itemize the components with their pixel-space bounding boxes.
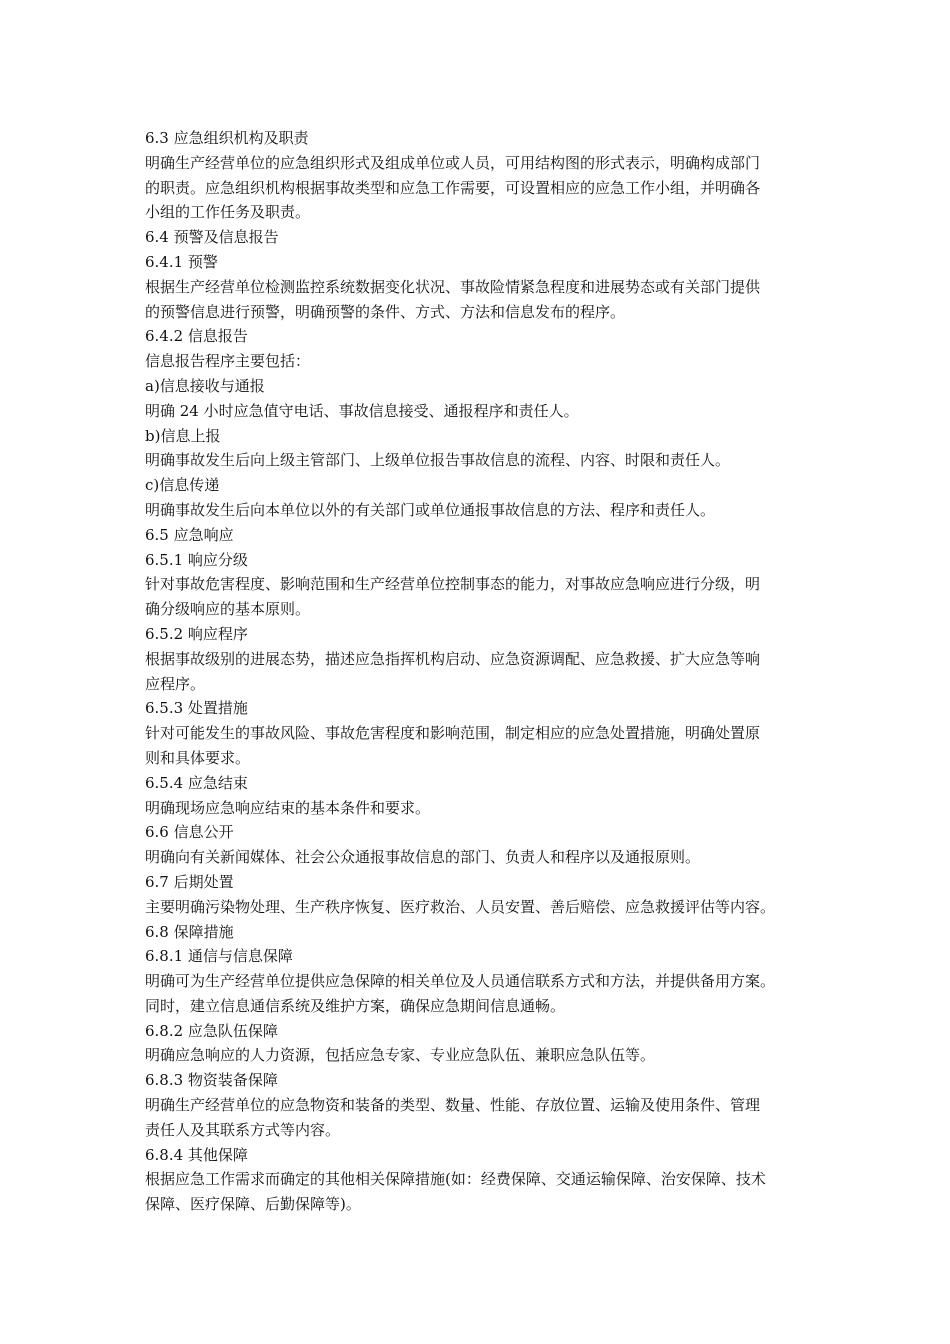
text-line: 6.6 信息公开 [145,823,234,842]
text-line: 6.5 应急响应 [145,525,234,544]
text-line: b)信息上报 [145,426,221,445]
text-line: 明确应急响应的人力资源，包括应急专家、专业应急队伍、兼职应急队伍等。 [145,1046,656,1065]
text-line: 明确事故发生后向上级主管部门、上级单位报告事故信息的流程、内容、时限和责任人。 [145,451,731,470]
text-line: 同时，建立信息通信系统及维护方案，确保应急期间信息通畅。 [145,996,566,1015]
text-line: 明确现场应急响应结束的基本条件和要求。 [145,798,431,817]
text-line: 主要明确污染物处理、生产秩序恢复、医疗救治、人员安置、善后赔偿、应急救援评估等内容。 [145,897,776,916]
text-line: 6.3 应急组织机构及职责 [145,129,309,147]
text-line: 6.4.2 信息报告 [145,327,248,346]
text-line: 信息报告程序主要包括： [145,352,311,371]
text-line: 6.5.4 应急结束 [145,773,248,792]
text-line: 根据生产经营单位检测监控系统数据变化状况、事故险情紧急程度和进展势态或有关部门提供 [145,277,761,296]
text-line: 针对可能发生的事故风险、事故危害程度和影响范围，制定相应的应急处置措施，明确处置原 [145,724,761,743]
text-line: 责任人及其联系方式等内容。 [145,1120,341,1139]
text-line: 应程序。 [145,674,206,693]
text-line: 6.8.4 其他保障 [145,1145,248,1164]
text-line: 明确生产经营单位的应急组织形式及组成单位或人员，可用结构图的形式表示，明确构成部门 [145,153,761,172]
text-line: 则和具体要求。 [145,748,251,767]
text-line: 明确事故发生后向本单位以外的有关部门或单位通报事故信息的方法、程序和责任人。 [145,500,716,519]
text-line: 6.8.2 应急队伍保障 [145,1021,278,1040]
text-line: 的预警信息进行预警，明确预警的条件、方式、方法和信息发布的程序。 [145,302,626,321]
text-line: 6.5.3 处置措施 [145,699,248,718]
text-line: c)信息传递 [145,476,220,495]
text-line: 根据事故级别的进展态势，描述应急指挥机构启动、应急资源调配、应急救援、扩大应急等响 [145,649,761,668]
text-line: 明确生产经营单位的应急物资和装备的类型、数量、性能、存放位置、运输及使用条件、管理 [145,1096,761,1115]
text-line: 确分级响应的基本原则。 [145,600,311,619]
text-line: 小组的工作任务及职责。 [145,203,311,222]
text-line: 6.8 保障措施 [145,922,234,941]
text-line: 6.4.1 预警 [145,252,218,271]
text-line: 明确 24 小时应急值守电话、事故信息接受、通报程序和责任人。 [145,401,579,420]
text-line: 保障、医疗保障、后勤保障等)。 [145,1195,361,1214]
text-line: 针对事故危害程度、影响范围和生产经营单位控制事态的能力，对事故应急响应进行分级，明 [145,575,761,594]
text-line: 的职责。应急组织机构根据事故类型和应急工作需要，可设置相应的应急工作小组，并明确各 [145,178,761,197]
text-line: 6.7 后期处置 [145,872,234,891]
text-line: 6.4 预警及信息报告 [145,228,279,247]
text-line: 6.5.2 响应程序 [145,624,248,643]
text-line: 6.8.3 物资装备保障 [145,1071,278,1090]
text-line: 根据应急工作需求而确定的其他相关保障措施(如：经费保障、交通运输保障、治安保障、技术 [145,1170,766,1189]
text-line: a)信息接收与通报 [145,376,265,395]
text-line: 明确可为生产经营单位提供应急保障的相关单位及人员通信联系方式和方法，并提供备用方案。 [145,972,776,991]
text-line: 明确向有关新闻媒体、社会公众通报事故信息的部门、负责人和程序以及通报原则。 [145,848,701,867]
text-line: 6.5.1 响应分级 [145,550,248,569]
text-line: 6.8.1 通信与信息保障 [145,947,293,966]
